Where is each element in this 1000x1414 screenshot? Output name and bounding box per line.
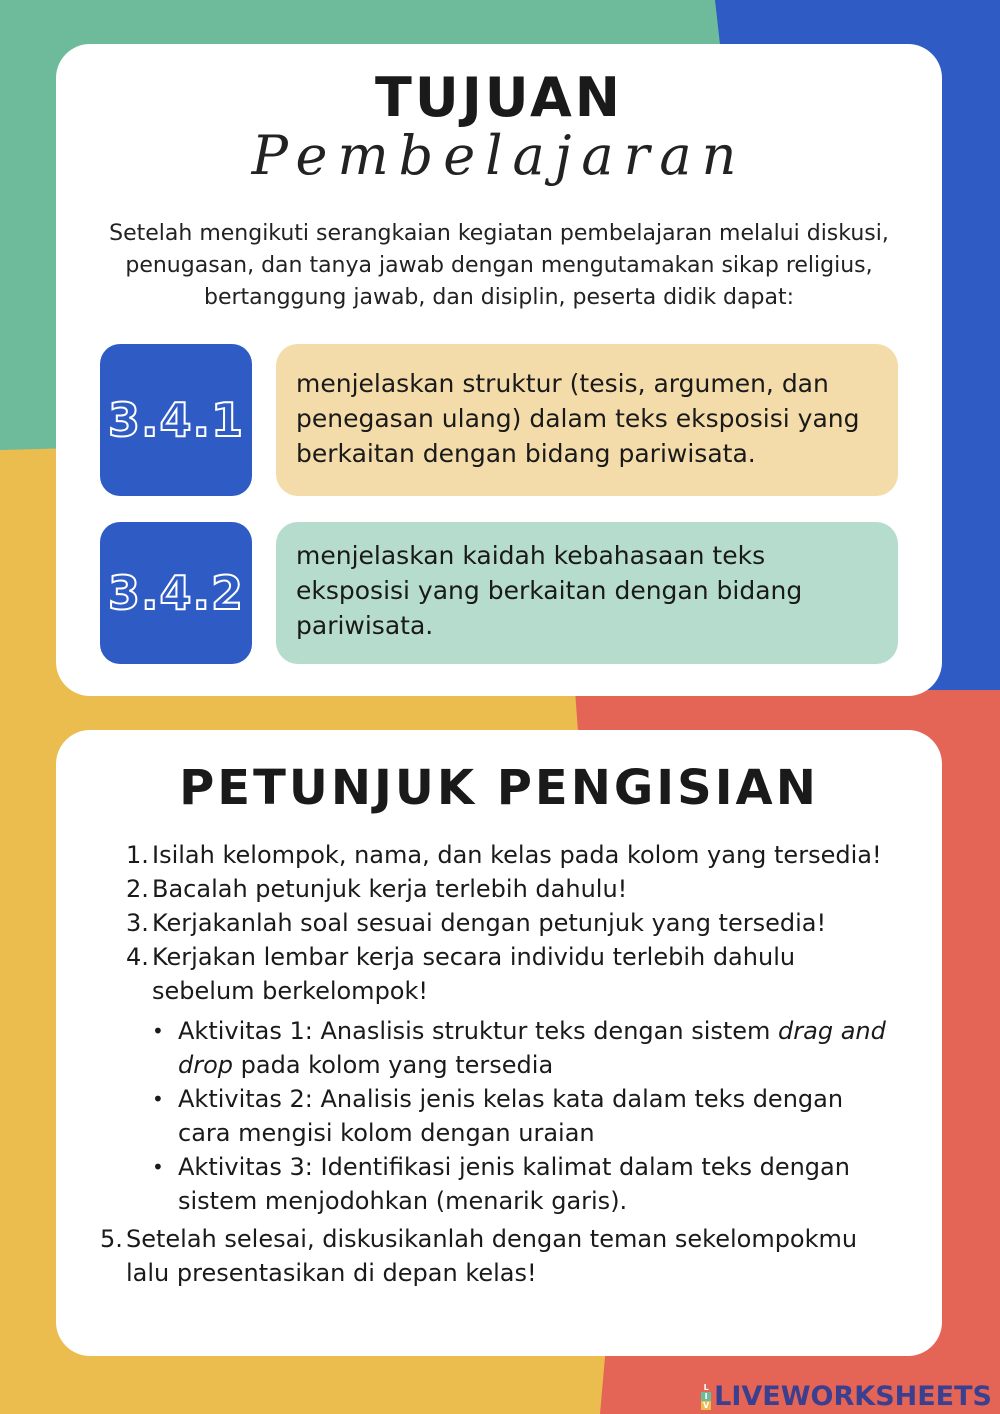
objective-number-badge: 3.4.2 [100,522,252,664]
list-number: 5. [100,1225,123,1253]
liveworksheets-text: LIVEWORKSHEETS [714,1381,992,1412]
list-text: Setelah selesai, diskusikanlah dengan teman sekelompokmu lalu presentasikan di depan kelas! [126,1225,858,1287]
objective-text-box: menjelaskan struktur (tesis, argumen, dan penegasan ulang) dalam teks eksposisi yang berkaitan dengan bidang pariwisata. [276,344,898,496]
list-text: Bacalah petunjuk kerja terlebih dahulu! [152,875,628,903]
list-number: 1. [126,841,149,869]
activity-bullets [152,1014,902,1218]
bullet-dot-icon: • [152,1087,164,1111]
section-subtitle-pembelajaran: Pembelajaran [251,124,747,187]
bullet-item [152,1082,902,1150]
list-number: 3. [126,909,149,937]
bullet-dot-icon: • [152,1019,164,1043]
list-item [126,872,902,906]
list-text: Kerjakanlah soal sesuai dengan petunjuk yang tersedia! [152,909,827,937]
liveworksheets-mark-icon: L I V [703,1383,710,1410]
list-item [126,838,902,872]
list-text: Isilah kelompok, nama, dan kelas pada kolom yang tersedia! [152,841,882,869]
list-text: Kerjakan lembar kerja secara individu terlebih dahulu sebelum berkelompok! [152,943,796,1005]
bullet-item [152,1150,902,1218]
instruction-list [100,838,902,1290]
objective-number-badge: 3.4.1 [100,344,252,496]
section-title-tujuan: TUJUAN [375,66,623,129]
list-item [100,1222,902,1290]
bullet-dot-icon: • [152,1155,164,1179]
bullet-item [152,1014,902,1082]
instructions-card [56,730,942,1356]
section-title-petunjuk: PETUNJUK PENGISIAN [179,760,819,816]
list-item [126,906,902,940]
list-number: 2. [126,875,149,903]
intro-paragraph: Setelah mengikuti serangkaian kegiatan pembelajaran melalui diskusi, penugasan, dan tanya jawab dengan mengutamakan sikap religius, bertanggung jawab, dan disiplin, peserta didik dapat: [109,221,889,310]
learning-objectives-card [56,44,942,696]
objective-text-box: menjelaskan kaidah kebahasaan teks eksposisi yang berkaitan dengan bidang pariwisata. [276,522,898,664]
bullet-text: Aktivitas 1: Anaslisis struktur teks dengan sistem drag and drop pada kolom yang tersedia [178,1017,886,1079]
list-number: 4. [126,943,149,971]
bullet-text: Aktivitas 3: Identifikasi jenis kalimat dalam teks dengan sistem menjodohkan (menarik garis). [178,1153,850,1215]
list-item [126,940,902,1008]
bullet-text: Aktivitas 2: Analisis jenis kelas kata dalam teks dengan cara mengisi kolom dengan uraian [178,1085,844,1147]
liveworksheets-logo [701,1381,992,1412]
